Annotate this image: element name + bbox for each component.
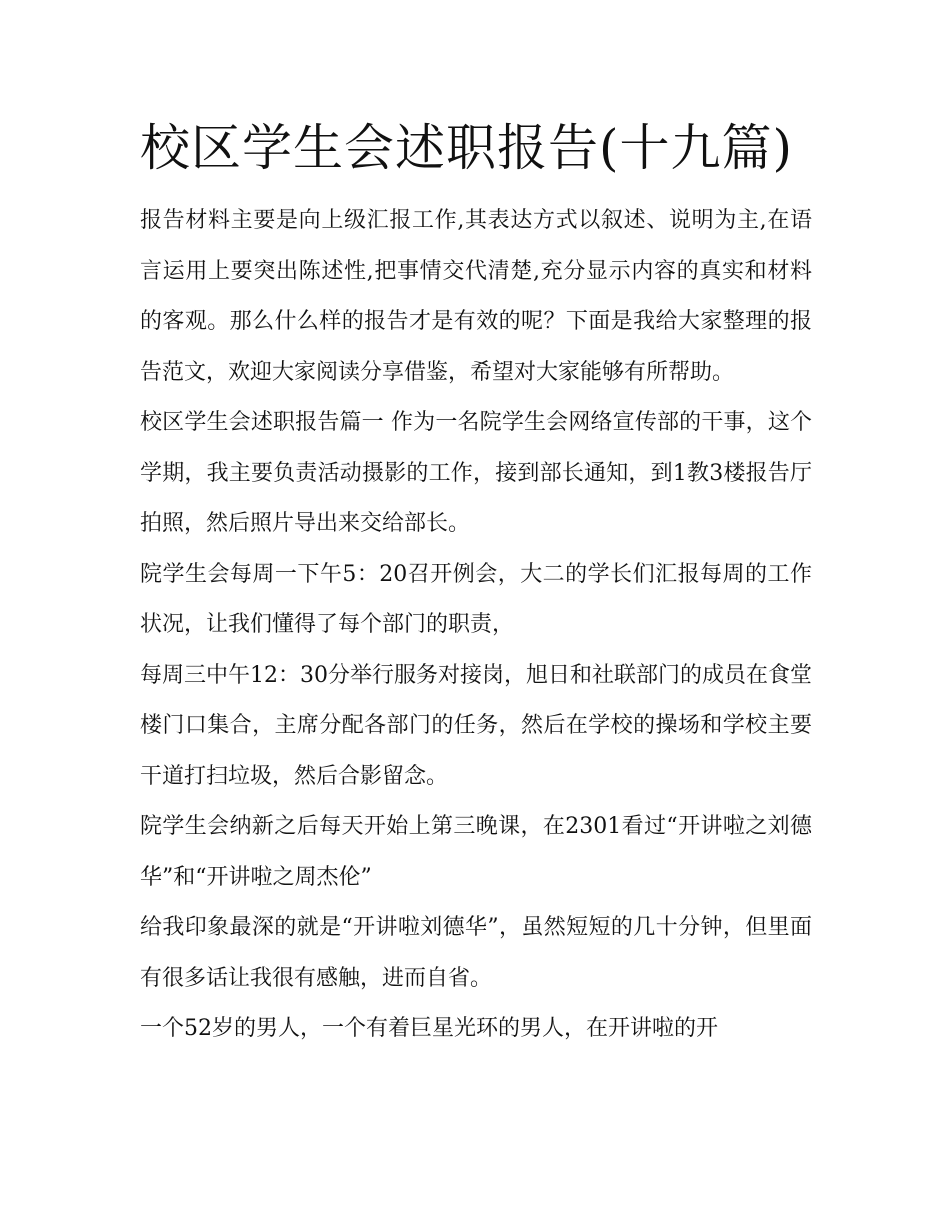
paragraph-section-one: 校区学生会述职报告篇一 作为一名院学生会网络宣传部的干事，这个学期，我主要负责活动摄影的工作，接到部长通知，到1教3楼报告厅拍照，然后照片导出来交给部长。 — [140, 410, 812, 536]
intro-paragraph: 报告材料主要是向上级汇报工作,其表达方式以叙述、说明为主,在语言运用上要突出陈述性,把事情交代清楚,充分显示内容的真实和材料的客观。那么什么样的报告才是有效的呢？下面是我给大家整理的报告范文，欢迎大家阅读分享借鉴，希望对大家能够有所帮助。 — [140, 208, 812, 385]
paragraph-weekly-meeting: 院学生会每周一下午5：20召开例会，大二的学长们汇报每周的工作状况，让我们懂得了每个部门的职责， — [140, 561, 812, 637]
document-title: 校区学生会述职报告(十九篇) — [140, 119, 794, 177]
paragraph-evening-class: 院学生会纳新之后每天开始上第三晚课，在2301看过“开讲啦之刘德华”和“开讲啦之周杰伦” — [140, 814, 812, 890]
paragraph-impression: 给我印象最深的就是“开讲啦刘德华”，虽然短短的几十分钟，但里面有很多话让我很有感触，进而自省。 — [140, 915, 812, 991]
document-body — [140, 112, 812, 1055]
paragraph-list — [140, 196, 812, 1055]
paragraph-continuation: 一个52岁的男人，一个有着巨星光环的男人，在开讲啦的开 — [140, 1016, 718, 1041]
paragraph-service-duty: 每周三中午12：30分举行服务对接岗，旭日和社联部门的成员在食堂楼门口集合，主席分配各部门的任务，然后在学校的操场和学校主要干道打扫垃圾，然后合影留念。 — [140, 662, 812, 789]
